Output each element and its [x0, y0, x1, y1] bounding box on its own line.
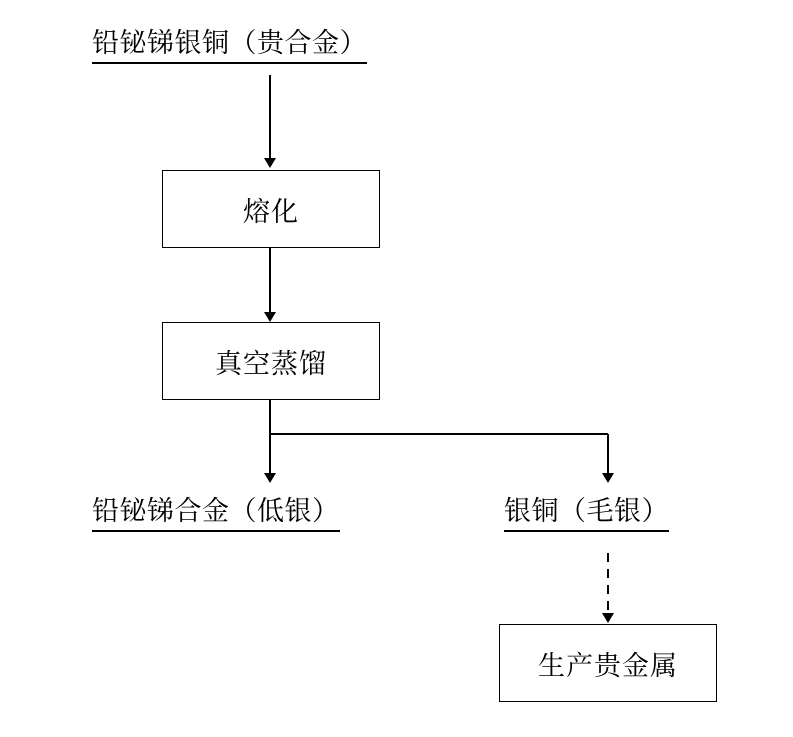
node-output-low-silver: [92, 498, 340, 532]
node-output-silver-copper-label: 银铜（毛银）: [504, 498, 669, 532]
node-input-alloy: [92, 30, 367, 64]
node-input-alloy-label: 铅铋锑银铜（贵合金）: [92, 30, 367, 64]
box-vacuum-distillation-label: 真空蒸馏: [215, 348, 327, 379]
box-melting-label: 熔化: [243, 196, 299, 227]
node-output-low-silver-label: 铅铋锑合金（低银）: [92, 498, 340, 532]
node-output-silver-copper: [504, 498, 669, 532]
box-precious-metal-production-label: 生产贵金属: [538, 650, 678, 681]
box-melting: [162, 170, 380, 248]
box-vacuum-distillation: [162, 322, 380, 400]
box-precious-metal-production: [499, 624, 717, 702]
